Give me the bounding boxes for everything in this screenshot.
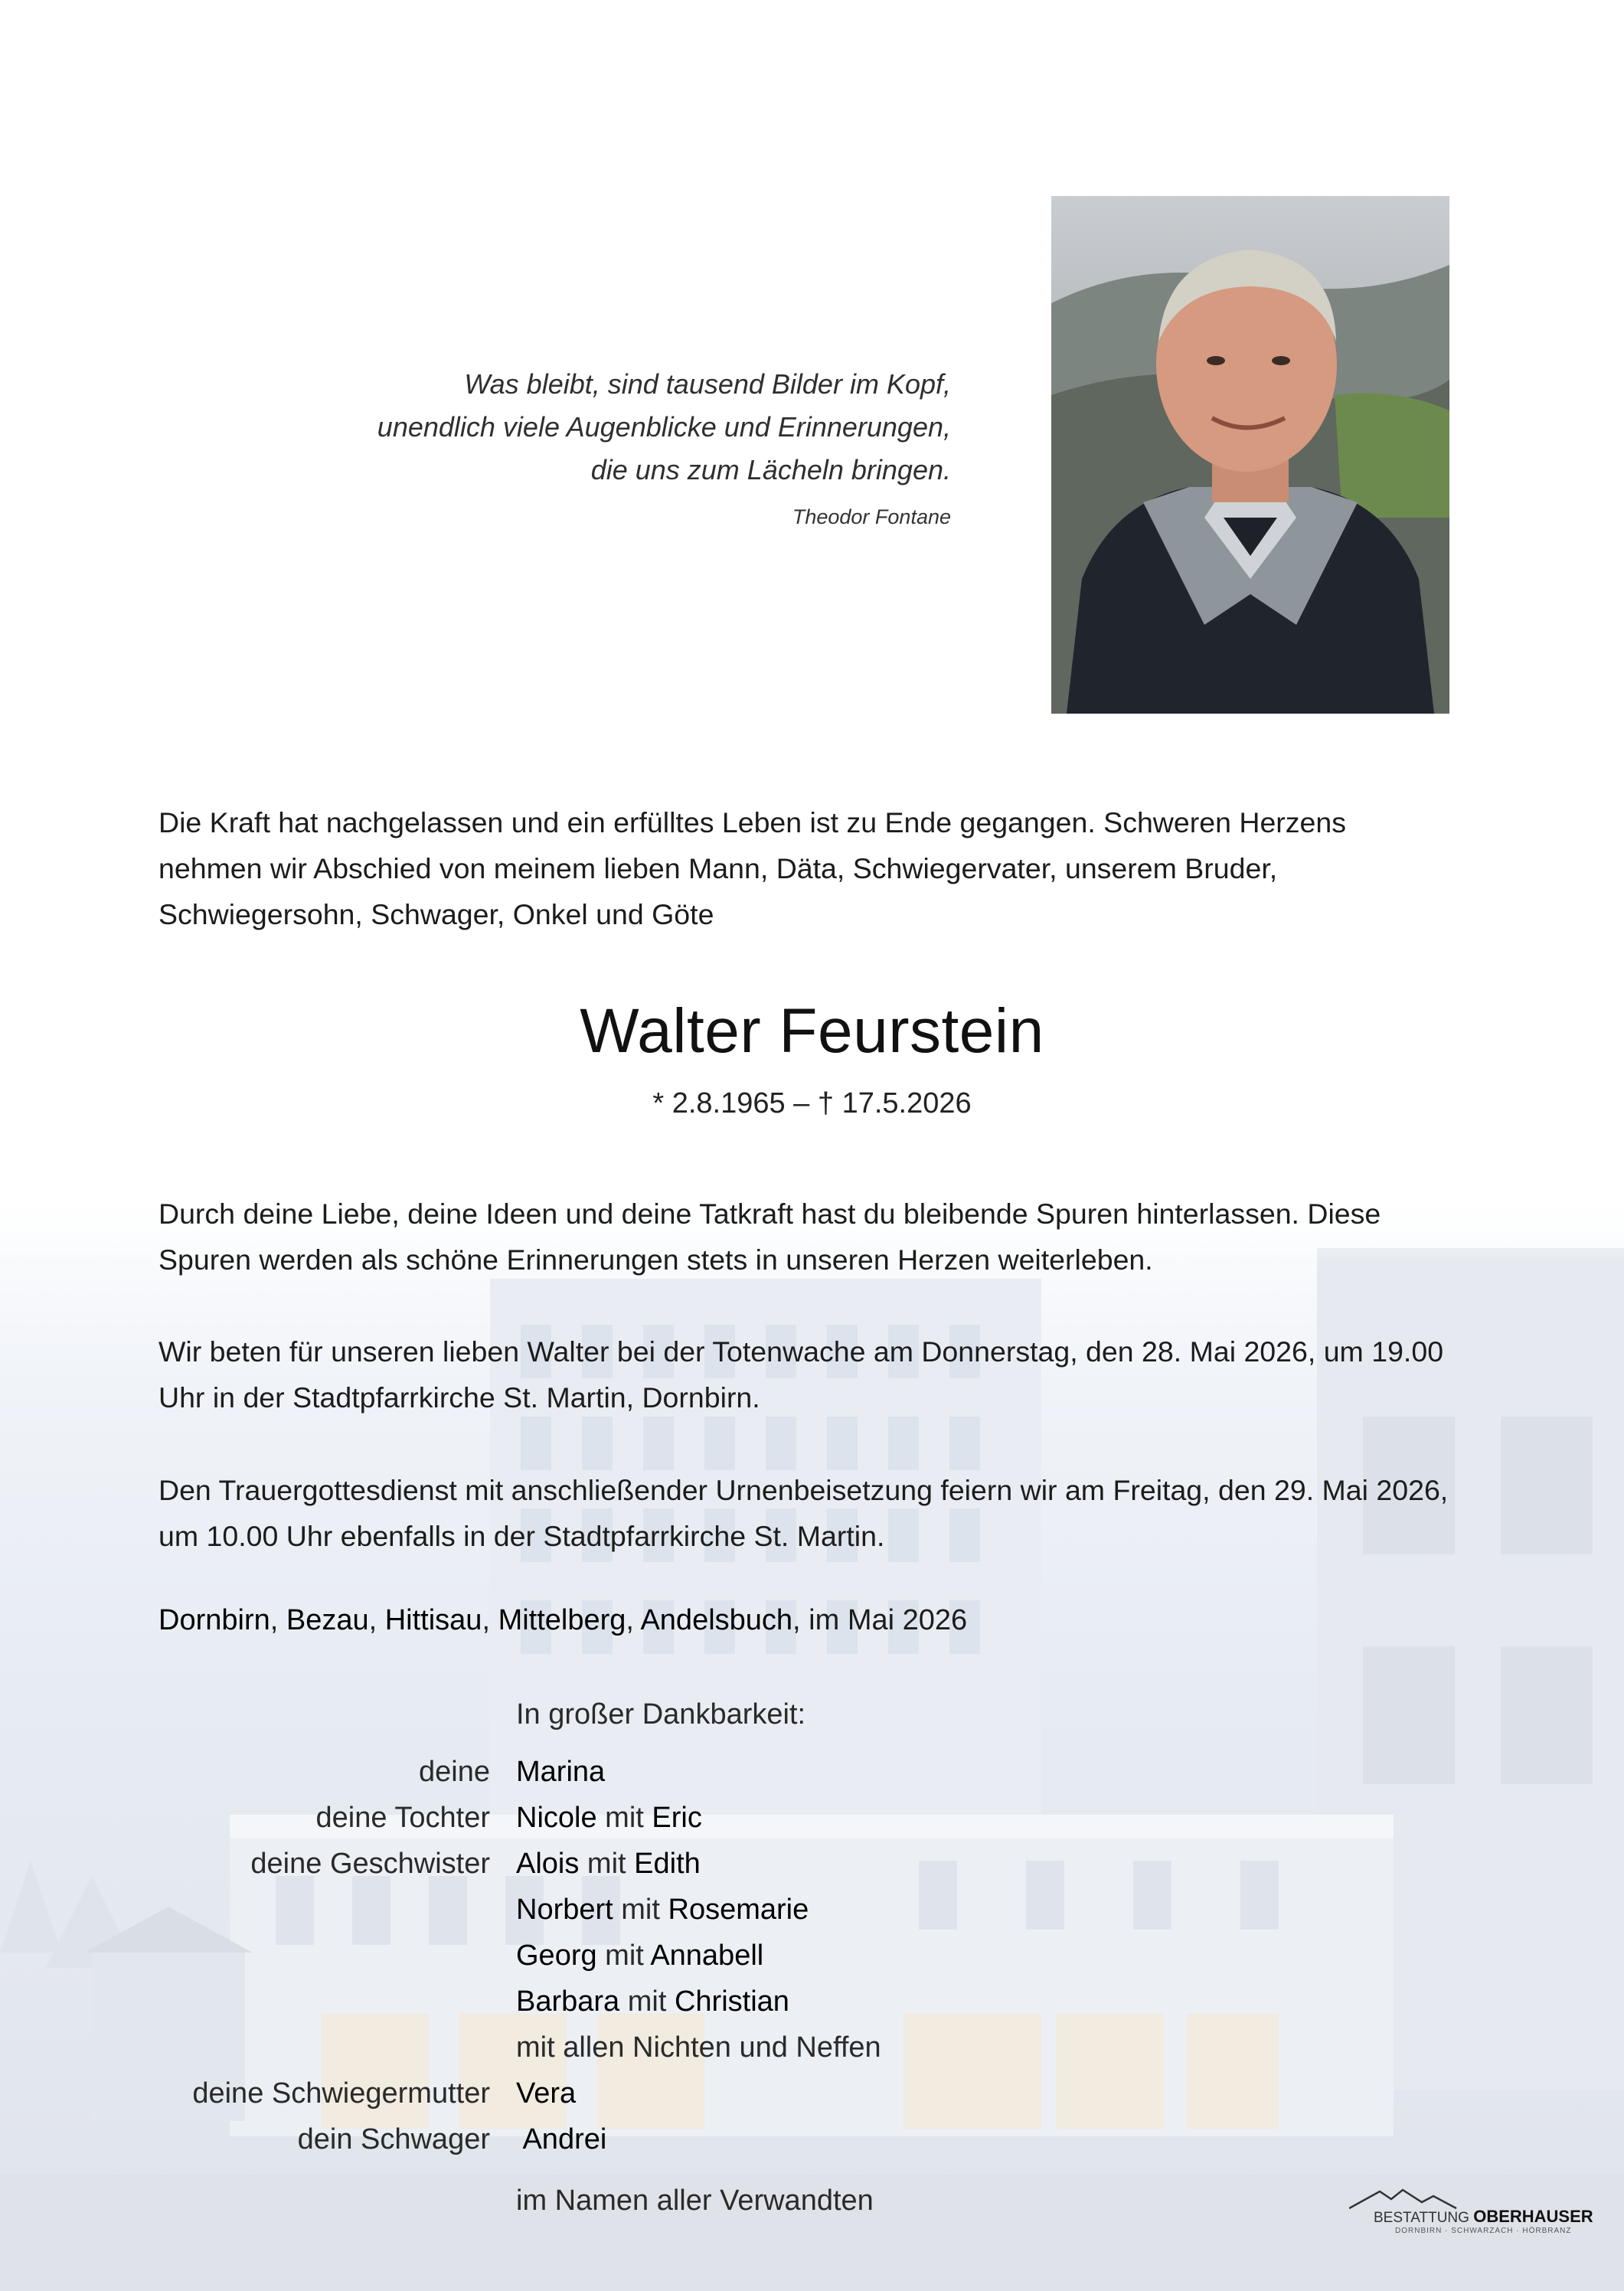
mourner-connector: mit bbox=[596, 1802, 652, 1834]
mourner-names bbox=[516, 1985, 789, 2018]
mourner-name: Barbara bbox=[516, 1985, 620, 2018]
mourner-names bbox=[516, 1894, 809, 1927]
mourner-connector: mit allen Nichten und Neffen bbox=[516, 2031, 881, 2064]
mourner-connector: mit bbox=[619, 1985, 675, 2018]
mourner-names bbox=[516, 2123, 606, 2156]
logo-text bbox=[1374, 2207, 1593, 2227]
mourner-connector: mit bbox=[579, 1848, 635, 1880]
mourner-partner-name: Eric bbox=[652, 1802, 702, 1834]
mourner-name: Vera bbox=[516, 2077, 577, 2110]
mourner-relation: dein Schwager bbox=[297, 2123, 490, 2155]
quote-line: Was bleibt, sind tausend Bilder im Kopf, bbox=[464, 368, 951, 400]
mourner-name: Alois bbox=[516, 1848, 580, 1880]
mourner-row bbox=[0, 1802, 1624, 1848]
tribute-paragraph: Durch deine Liebe, deine Ideen und deine Tatkraft hast du bleibende Spuren hinterlassen. Diese Spuren werden als schöne Erinnerungen stets in unseren Herzen weiterleben. bbox=[158, 1198, 1381, 1276]
place-name: Andelsbuch bbox=[640, 1604, 793, 1636]
mourner-row bbox=[0, 1848, 1624, 1894]
mourner-names bbox=[516, 2077, 576, 2110]
wake-paragraph: Wir beten für unseren lieben Walter bei der Totenwache am Donnerstag, den 28. Mai 2026, um 19.00 Uhr in der Stadtpfarrkirche St. Martin, Dornbirn. bbox=[158, 1335, 1444, 1413]
mourner-row bbox=[0, 1756, 1624, 1802]
closing-line: im Namen aller Verwandten bbox=[516, 2185, 874, 2217]
portrait-photo bbox=[1051, 196, 1449, 714]
place-name: Dornbirn bbox=[158, 1604, 270, 1636]
mourner-relation: deine Tochter bbox=[315, 1802, 490, 1834]
intro-paragraph: Die Kraft hat nachgelassen und ein erfülltes Leben ist zu Ende gegangen. Schweren Herzens nehmen wir Abschied von meinem lieben Mann, Däta, Schwiegervater, unserem Bruder, Schwiegersohn, Schwager, Onkel und Göte bbox=[158, 806, 1346, 930]
place-name: Bezau bbox=[286, 1604, 369, 1636]
mourner-partner-name: Christian bbox=[674, 1985, 789, 2018]
mourner-names bbox=[516, 1756, 605, 1789]
mourner-relation: deine bbox=[419, 1756, 490, 1788]
logo-prefix: BESTATTUNG bbox=[1374, 2210, 1474, 2226]
mourner-row bbox=[0, 2077, 1624, 2123]
place-name: Mittelberg bbox=[498, 1604, 626, 1636]
mourner-connector: mit bbox=[596, 1940, 651, 1972]
deceased-name: Walter Feurstein bbox=[580, 996, 1044, 1066]
quote-line: unendlich viele Augenblicke und Erinnerungen, bbox=[377, 411, 951, 443]
mourner-row bbox=[0, 1894, 1624, 1940]
logo-locations: DORNBIRN · SCHWARZACH · HÖRBRANZ bbox=[1395, 2227, 1572, 2235]
mourner-row bbox=[0, 1985, 1624, 2031]
mourner-name: Nicole bbox=[516, 1802, 597, 1834]
mourner-name: Norbert bbox=[516, 1894, 613, 1926]
mourner-row bbox=[0, 2031, 1624, 2077]
mourner-name: Georg bbox=[516, 1940, 597, 1972]
places-suffix: , im Mai 2026 bbox=[792, 1604, 968, 1636]
funeral-paragraph: Den Trauergottesdienst mit anschließender Urnenbeisetzung feiern wir am Freitag, den 29. Mai 2026, um 10.00 Uhr ebenfalls in der Stadtpfarrkirche St. Martin. bbox=[158, 1474, 1449, 1552]
mourner-names bbox=[516, 1940, 763, 1972]
mourner-connector: mit bbox=[613, 1894, 668, 1926]
quote-author: Theodor Fontane bbox=[792, 505, 951, 528]
funeral-home-logo bbox=[1349, 2187, 1593, 2235]
mourner-partner-name: Annabell bbox=[650, 1940, 764, 1972]
mourner-names bbox=[516, 1802, 702, 1835]
quote bbox=[368, 363, 951, 492]
mourner-relation: deine Geschwister bbox=[250, 1848, 490, 1880]
mourner-name: Marina bbox=[516, 1756, 606, 1788]
mourners-heading: In großer Dankbarkeit: bbox=[516, 1698, 806, 1731]
logo-brand: OBERHAUSER bbox=[1473, 2207, 1593, 2226]
mourner-name: Andrei bbox=[516, 2123, 607, 2155]
mourner-relation: deine Schwiegermutter bbox=[192, 2077, 490, 2110]
mourner-row bbox=[0, 2123, 1624, 2169]
mourner-names bbox=[516, 1848, 701, 1881]
mourner-partner-name: Rosemarie bbox=[668, 1894, 809, 1926]
mourner-row bbox=[0, 1940, 1624, 1985]
places-line: Dornbirn, Bezau, Hittisau, Mittelberg, Andelsbuch, im Mai 2026 bbox=[158, 1604, 968, 1636]
place-name: Hittisau bbox=[384, 1604, 482, 1636]
quote-line: die uns zum Lächeln bringen. bbox=[590, 454, 951, 485]
mourner-partner-name: Edith bbox=[634, 1848, 701, 1880]
mourner-names bbox=[516, 2031, 881, 2064]
life-dates: * 2.8.1965 – † 17.5.2026 bbox=[652, 1087, 972, 1119]
